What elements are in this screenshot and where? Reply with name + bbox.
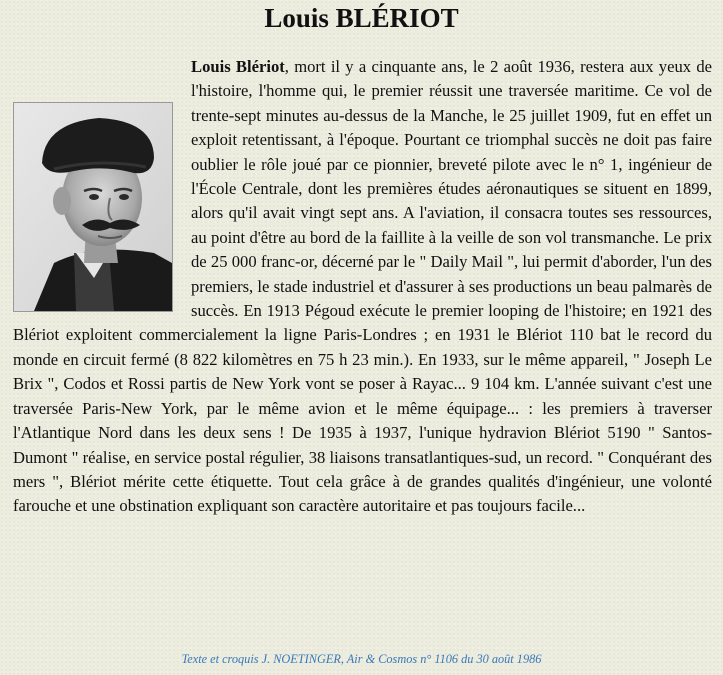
article-text: , mort il y a cinquante ans, le 2 août 1936, restera aux yeux de l'histoire, l'homme qui, le premier réussit une traversée maritime. Ce vol de trente-sept minutes au-dessus de la Manche, le 25 juillet 1909, fut en effet un exploit retentissant, à l'époque. Pourtant ce triomphal succès ne doit pas faire oublier le rôle joué par ce pionnier, breveté pilote avec le n° 1, ingénieur de l'École Centrale, dont les premières études aéronautiques se situent en 1899, alors qu'il avait vingt sept ans. A l'aviation, il consacra toutes ses ressources, au point d'être au bord de la faillite à la veille de son vol transmanche. Le prix de 25 000 franc-or, décerné par le " Daily Mail ", lui permit d'aborder, l'un des premiers, le stade industriel et d'assurer à ses productions un beau palmarès de succès. En 1913 Pégoud exécute le premier looping de l'histoire; en 1921 des Blériot exploitent commercialement la ligne Paris-Londres ; en 1931 le Blériot 110 bat le record du monde en circuit fermé (8 822 kilomètres en 75 h 23 min.). En 1933, sur le même appareil, " Joseph Le Brix ", Codos et Rossi partis de New York vont se poser à Rayac... 9 104 km. L'année suivant c'est une traversée Paris-New York, par le même avion et le même équipage... : les premiers à traverser l'Atlantique Nord dans les deux sens ! De 1935 à 1937, l'unique hydravion Blériot 5190 " Santos-Dumont " réalise, en service postal régulier, 38 liaisons transatlantiques-sud, un record. " Conquérant des mers ", Blériot mérite cette étiquette. Tout cela grâce à de grandes qualités d'ingénieur, une volonté farouche et une obstination expliquant son caractère autoritaire et pas toujours facile... [13, 57, 712, 516]
subject-name: Louis Blériot [191, 57, 285, 76]
credit-line: Texte et croquis J. NOETINGER, Air & Cosmos n° 1106 du 30 août 1986 [181, 652, 542, 666]
article-body [13, 55, 712, 519]
page-title: Louis BLÉRIOT [264, 3, 459, 33]
portrait-photo [13, 102, 173, 312]
